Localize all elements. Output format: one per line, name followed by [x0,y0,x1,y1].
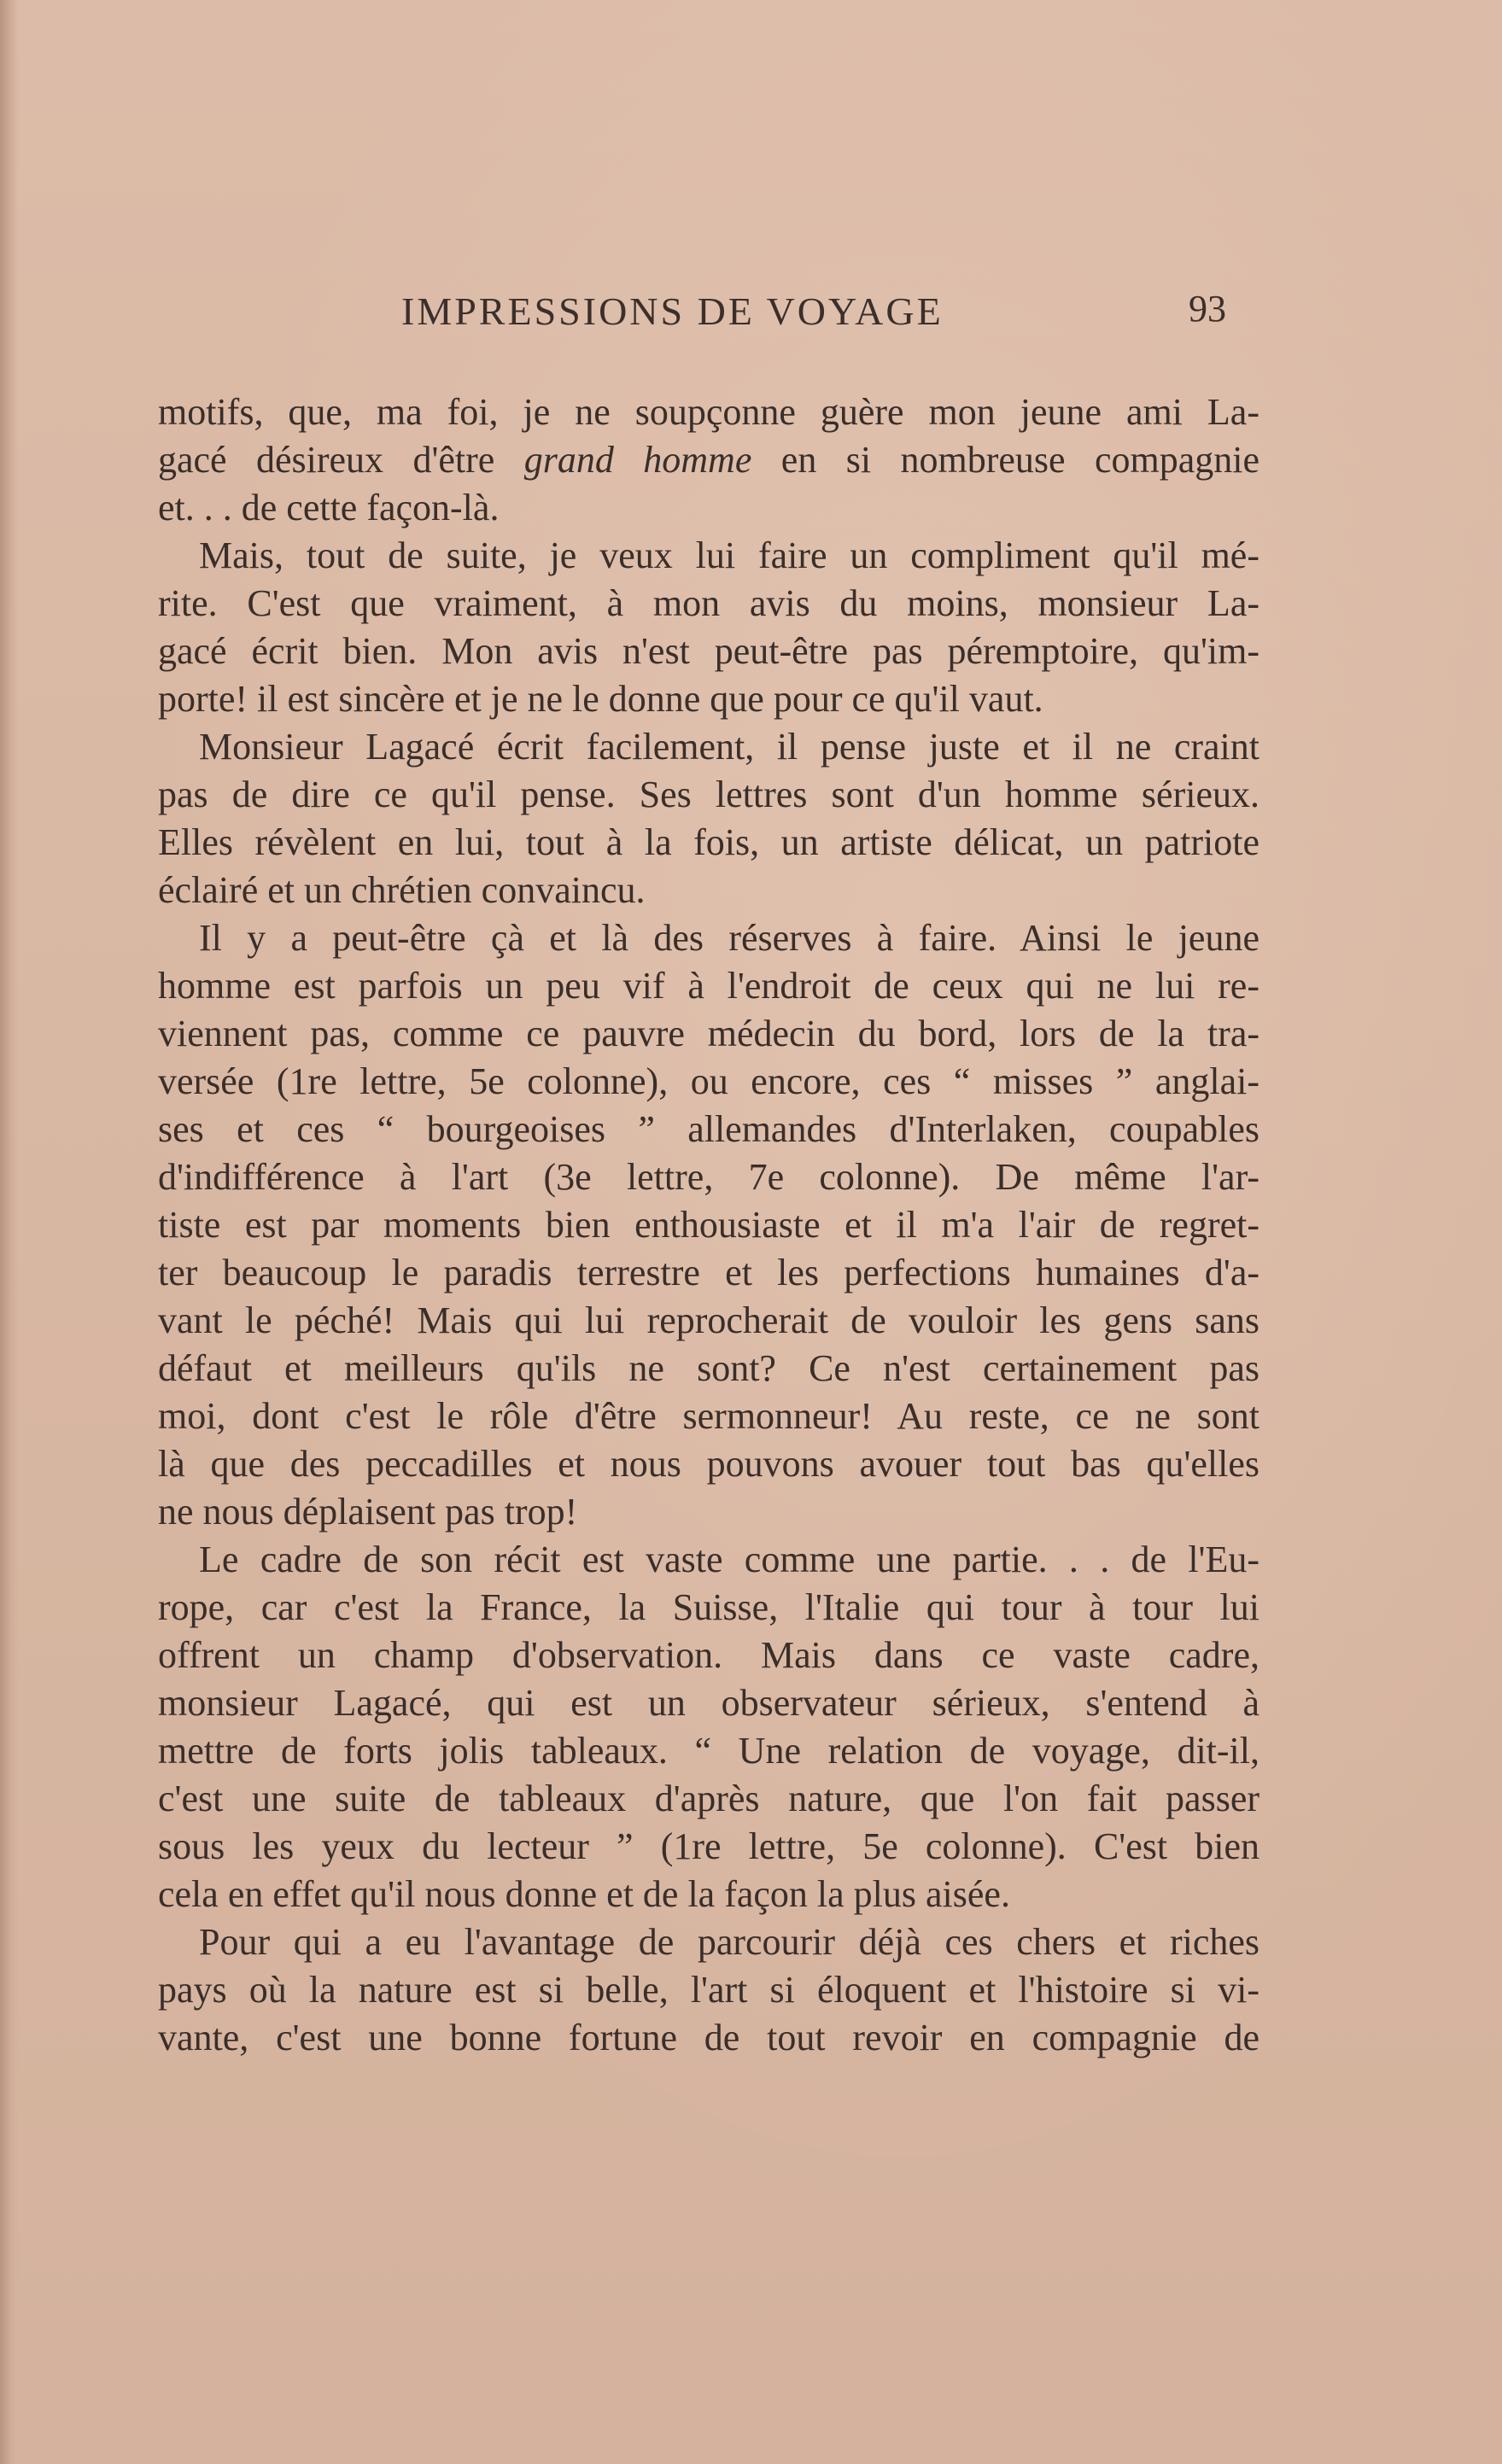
text-line: porte! il est sincère et je ne le donne que pour ce qu'il vaut. [158,678,1043,720]
text-line: ses et ces “ bourgeoises ” allemandes d'Interlaken, coupables [158,1108,1259,1150]
italic-phrase: grand homme [523,439,752,481]
text-line: Le cadre de son récit est vaste comme une partie. . . de l'Eu- [199,1539,1259,1580]
text-line: tiste est par moments bien enthousiaste et il m'a l'air de regret- [158,1204,1259,1246]
paragraph [158,723,1259,914]
text-line: défaut et meilleurs qu'ils ne sont? Ce n'est certainement pas [158,1347,1259,1389]
page-edge-shadow [0,0,19,2464]
text-line: c'est une suite de tableaux d'après nature, que l'on fait passer [158,1778,1259,1819]
text-line: moi, dont c'est le rôle d'être sermonneur! Au reste, ce ne sont [158,1395,1259,1437]
text-line: ter beaucoup le paradis terrestre et les perfections humaines d'a- [158,1252,1259,1293]
text-line: monsieur Lagacé, qui est un observateur sérieux, s'entend à [158,1682,1259,1724]
text-line [158,436,1259,484]
text-line: vant le péché! Mais qui lui reprocherait de vouloir les gens sans [158,1299,1259,1341]
text-fragment: gacé désireux d'être [158,439,524,481]
paragraph [158,532,1259,723]
text-line: Il y a peut-être çà et là des réserves à faire. Ainsi le jeune [199,917,1259,959]
text-line: là que des peccadilles et nous pouvons avouer tout bas qu'elles [158,1443,1259,1485]
text-fragment: en si nombreuse compagnie [751,439,1259,481]
text-line: rope, car c'est la France, la Suisse, l'Italie qui tour à tour lui [158,1586,1259,1628]
text-line: Elles révèlent en lui, tout à la fois, un artiste délicat, un patriote [158,821,1259,863]
text-line: viennent pas, comme ce pauvre médecin du bord, lors de la tra- [158,1013,1259,1054]
text-line: sous les yeux du lecteur ” (1re lettre, 5e colonne). C'est bien [158,1825,1259,1867]
text-line: mettre de forts jolis tableaux. “ Une relation de voyage, dit-il, [158,1730,1259,1772]
paragraph [158,1536,1259,1918]
text-line: pas de dire ce qu'il pense. Ses lettres sont d'un homme sérieux. [158,774,1259,815]
text-line: et. . . de cette façon-là. [158,487,500,528]
text-line: Pour qui a eu l'avantage de parcourir déjà ces chers et riches [199,1921,1259,1963]
text-line: rite. C'est que vraiment, à mon avis du moins, monsieur La- [158,582,1259,624]
text-line: éclairé et un chrétien convaincu. [158,869,646,911]
text-line: pays où la nature est si belle, l'art si éloquent et l'histoire si vi- [158,1969,1259,2011]
text-line: cela en effet qu'il nous donne et de la façon la plus aisée. [158,1873,1010,1915]
text-line: vante, c'est une bonne fortune de tout revoir en compagnie de [158,2017,1259,2058]
paragraph [158,914,1259,1536]
text-line: offrent un champ d'observation. Mais dans ce vaste cadre, [158,1634,1259,1676]
running-title: IMPRESSIONS DE VOYAGE [401,289,944,333]
text-line: ne nous déplaisent pas trop! [158,1491,578,1533]
page-number: 93 [1189,288,1226,330]
text-line: motifs, que, ma foi, je ne soupçonne guère mon jeune ami La- [158,391,1259,433]
paragraph [158,1918,1259,2062]
text-line: homme est parfois un peu vif à l'endroit de ceux qui ne lui re- [158,965,1259,1007]
paragraph [158,388,1259,532]
text-line: d'indifférence à l'art (3e lettre, 7e colonne). De même l'ar- [158,1156,1259,1198]
text-line: Monsieur Lagacé écrit facilement, il pense juste et il ne craint [199,726,1259,768]
text-line: Mais, tout de suite, je veux lui faire un compliment qu'il mé- [199,534,1259,576]
text-line: versée (1re lettre, 5e colonne), ou encore, ces “ misses ” anglai- [158,1060,1259,1102]
text-line: gacé écrit bien. Mon avis n'est peut-être pas péremptoire, qu'im- [158,630,1259,672]
body-text [158,388,1259,2062]
